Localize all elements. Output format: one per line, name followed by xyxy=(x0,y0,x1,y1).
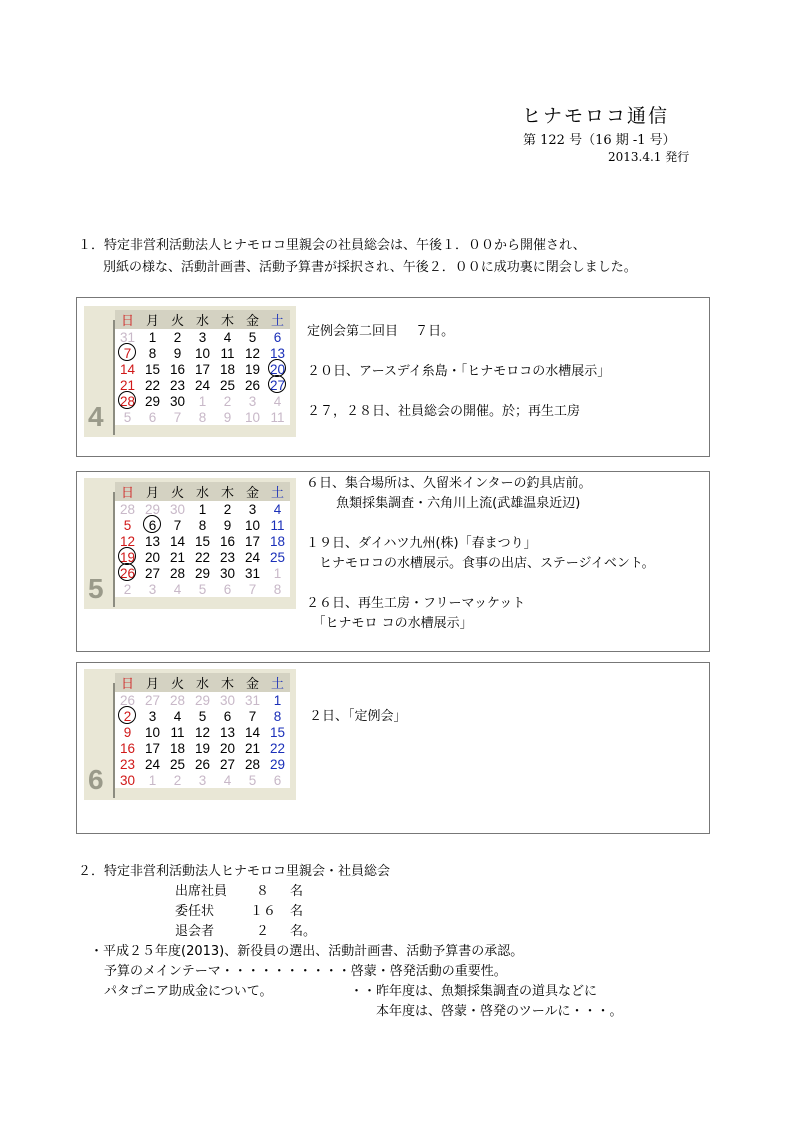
calendar-day: 10 xyxy=(240,409,265,425)
calendar-day: 21 xyxy=(165,549,190,565)
section-2-heading: ２．特定非営利活動法人ヒナモロコ里親会・社員総会 xyxy=(78,864,391,879)
calendar-day: 28 xyxy=(115,501,140,517)
calendar-day: 6 xyxy=(265,329,290,345)
event-note: ６日、集合場所は、久留米インターの釣具店前。 xyxy=(306,476,592,491)
calendar-day: 3 xyxy=(140,581,165,597)
weekday-header: 木 xyxy=(215,310,240,329)
weekday-header: 日 xyxy=(115,673,140,692)
issue-date: 2013.4.1 発行 xyxy=(608,150,690,164)
attendance-unit: 名 xyxy=(290,884,304,899)
calendar-day: 18 xyxy=(265,533,290,549)
calendar-day: 24 xyxy=(190,377,215,393)
calendar-day: 21 xyxy=(240,740,265,756)
event-note xyxy=(307,382,604,402)
calendar-day: 29 xyxy=(140,501,165,517)
calendar-day: 4 xyxy=(165,708,190,724)
calendar-day: 25 xyxy=(165,756,190,772)
circled-date-marker xyxy=(118,706,136,724)
event-note: ２７，２８日、社員総会の開催。於；再生工房 xyxy=(307,404,581,419)
event-note xyxy=(306,514,655,534)
calendar-day: 1 xyxy=(265,692,290,708)
weekday-header: 火 xyxy=(165,482,190,501)
april-calendar xyxy=(84,306,296,437)
calendar-day: 8 xyxy=(265,581,290,597)
calendar-day: 18 xyxy=(215,361,240,377)
event-note: ｢ヒナモロ コの水槽展示｣ xyxy=(306,616,467,631)
calendar-day: 2 xyxy=(215,501,240,517)
issue-number: 第 122 号（16 期 -1 号） xyxy=(523,133,676,148)
calendar-day: 4 xyxy=(215,329,240,345)
june-calendar xyxy=(84,669,296,800)
calendar-day: 31 xyxy=(240,565,265,581)
calendar-day: 5 xyxy=(190,708,215,724)
circled-date-marker xyxy=(268,375,286,393)
may-box xyxy=(76,471,710,652)
calendar-day: 9 xyxy=(215,517,240,533)
calendar-day: 20 xyxy=(215,740,240,756)
calendar-day: 28 xyxy=(115,393,140,409)
calendar-day: 2 xyxy=(165,772,190,788)
calendar-day: 2 xyxy=(215,393,240,409)
calendar-day: 11 xyxy=(265,517,290,533)
attendance-value: １６ xyxy=(250,904,277,919)
calendar-day: 29 xyxy=(265,756,290,772)
weekday-header: 土 xyxy=(265,482,290,501)
weekday-header: 月 xyxy=(140,310,165,329)
calendar-day: 3 xyxy=(190,329,215,345)
calendar-day: 27 xyxy=(140,565,165,581)
calendar-day: 6 xyxy=(140,517,165,533)
calendar-day: 26 xyxy=(115,692,140,708)
section-1-line-1: １．特定非営利活動法人ヒナモロコ里親会の社員総会は、午後１．００から開催され、 xyxy=(78,238,586,253)
calendar-day: 28 xyxy=(165,565,190,581)
event-note: ヒナモロコの水槽展示。食事の出店、ステージイベント。 xyxy=(306,556,655,571)
calendar-day: 4 xyxy=(265,393,290,409)
calendar-day: 8 xyxy=(140,345,165,361)
calendar-day: 17 xyxy=(240,533,265,549)
circled-date-marker xyxy=(118,563,136,581)
calendar-day: 13 xyxy=(215,724,240,740)
calendar-day: 10 xyxy=(190,345,215,361)
calendar-day: 4 xyxy=(265,501,290,517)
calendar-grid xyxy=(115,673,290,788)
calendar-day: 7 xyxy=(165,517,190,533)
calendar-day: 3 xyxy=(240,393,265,409)
calendar-day: 13 xyxy=(265,345,290,361)
section-2-line-2: 予算のメインテーマ・・・・・・・・・・啓蒙・啓発活動の重要性。 xyxy=(104,964,507,979)
weekday-header: 日 xyxy=(115,482,140,501)
this-year-note: 本年度は、啓蒙・啓発のツールに・・・。 xyxy=(376,1004,623,1019)
patagonia-grant: パタゴニア助成金について。 xyxy=(104,984,273,999)
calendar-day: 3 xyxy=(190,772,215,788)
calendar-day: 15 xyxy=(190,533,215,549)
calendar-day: 22 xyxy=(190,549,215,565)
weekday-header: 火 xyxy=(165,673,190,692)
calendar-day: 7 xyxy=(240,581,265,597)
calendar-grid xyxy=(115,482,290,597)
calendar-day: 7 xyxy=(240,708,265,724)
calendar-day: 28 xyxy=(165,692,190,708)
calendar-grid xyxy=(115,310,290,425)
attendance-value: ８ xyxy=(256,884,270,899)
event-note: ２６日、再生工房・フリーマッケット xyxy=(306,596,526,611)
section-2-line-1: ・平成２５年度(2013)、新役員の選出、活動計画書、活動予算書の承認。 xyxy=(90,944,524,959)
calendar-day: 19 xyxy=(190,740,215,756)
calendar-day: 12 xyxy=(240,345,265,361)
attendance-list xyxy=(78,882,622,942)
calendar-day: 26 xyxy=(240,377,265,393)
calendar-day: 8 xyxy=(190,517,215,533)
calendar-day: 18 xyxy=(165,740,190,756)
weekday-header: 土 xyxy=(265,673,290,692)
calendar-day: 5 xyxy=(190,581,215,597)
calendar-day: 19 xyxy=(115,549,140,565)
attendance-unit: 名 xyxy=(290,904,304,919)
section-2 xyxy=(78,862,622,1022)
calendar-day: 1 xyxy=(140,329,165,345)
weekday-header: 水 xyxy=(190,482,215,501)
attendance-label: 委任状 xyxy=(175,904,215,919)
calendar-day: 10 xyxy=(140,724,165,740)
calendar-day: 22 xyxy=(140,377,165,393)
calendar-day: 1 xyxy=(190,393,215,409)
calendar-day: 16 xyxy=(165,361,190,377)
calendar-day: 2 xyxy=(115,581,140,597)
calendar-day: 14 xyxy=(115,361,140,377)
calendar-day: 8 xyxy=(265,708,290,724)
calendar-day: 23 xyxy=(115,756,140,772)
calendar-day: 9 xyxy=(165,345,190,361)
weekday-header: 木 xyxy=(215,673,240,692)
calendar-day: 15 xyxy=(265,724,290,740)
may-notes xyxy=(306,474,655,634)
calendar-day: 16 xyxy=(215,533,240,549)
circled-date-marker xyxy=(118,391,136,409)
calendar-day: 25 xyxy=(215,377,240,393)
calendar-day: 26 xyxy=(190,756,215,772)
calendar-day: 25 xyxy=(265,549,290,565)
month-number: 5 xyxy=(88,573,104,604)
june-notes xyxy=(309,707,400,727)
calendar-day: 16 xyxy=(115,740,140,756)
calendar-day: 14 xyxy=(240,724,265,740)
calendar-day: 4 xyxy=(215,772,240,788)
newsletter-title: ヒナモロコ通信 xyxy=(522,105,670,127)
calendar-day: 10 xyxy=(240,517,265,533)
calendar-day: 1 xyxy=(265,565,290,581)
weekday-header: 水 xyxy=(190,310,215,329)
april-box xyxy=(76,297,710,457)
calendar-day: 8 xyxy=(190,409,215,425)
calendar-day: 5 xyxy=(115,517,140,533)
weekday-header: 木 xyxy=(215,482,240,501)
calendar-day: 17 xyxy=(190,361,215,377)
calendar-day: 26 xyxy=(115,565,140,581)
calendar-day: 23 xyxy=(215,549,240,565)
weekday-header: 火 xyxy=(165,310,190,329)
calendar-day: 6 xyxy=(140,409,165,425)
calendar-day: 6 xyxy=(265,772,290,788)
calendar-day: 11 xyxy=(215,345,240,361)
calendar-day: 3 xyxy=(240,501,265,517)
attendance-unit: 名。 xyxy=(290,924,317,939)
last-year-note: ・・昨年度は、魚類採集調査の道具などに xyxy=(350,984,598,999)
calendar-day: 11 xyxy=(165,724,190,740)
calendar-day: 29 xyxy=(190,565,215,581)
calendar-day: 6 xyxy=(215,581,240,597)
calendar-day: 27 xyxy=(215,756,240,772)
event-note: ２日、｢定例会｣ xyxy=(309,709,401,724)
weekday-header: 日 xyxy=(115,310,140,329)
weekday-header: 金 xyxy=(240,673,265,692)
calendar-day: 5 xyxy=(115,409,140,425)
calendar-day: 5 xyxy=(240,772,265,788)
calendar-day: 7 xyxy=(115,345,140,361)
calendar-day: 6 xyxy=(215,708,240,724)
may-calendar xyxy=(84,478,296,609)
calendar-day: 15 xyxy=(140,361,165,377)
section-1-line-2: 別紙の様な、活動計画書、活動予算書が採択され、午後２．００に成功裏に閉会しました。 xyxy=(103,260,637,275)
weekday-header: 金 xyxy=(240,482,265,501)
calendar-day: 30 xyxy=(115,772,140,788)
calendar-day: 12 xyxy=(190,724,215,740)
calendar-day: 5 xyxy=(240,329,265,345)
event-note: ２０日、アースデイ糸島・｢ヒナモロコの水槽展示｣ xyxy=(307,364,604,379)
calendar-day: 30 xyxy=(215,692,240,708)
weekday-header: 水 xyxy=(190,673,215,692)
calendar-day: 21 xyxy=(115,377,140,393)
calendar-day: 24 xyxy=(240,549,265,565)
weekday-header: 土 xyxy=(265,310,290,329)
event-note: １９日、ダイハツ九州(株)「春まつり」 xyxy=(306,536,537,551)
calendar-day: 4 xyxy=(165,581,190,597)
calendar-day: 3 xyxy=(140,708,165,724)
calendar-day: 30 xyxy=(165,501,190,517)
weekday-header: 月 xyxy=(140,673,165,692)
calendar-day: 22 xyxy=(265,740,290,756)
calendar-day: 29 xyxy=(140,393,165,409)
calendar-day: 31 xyxy=(240,692,265,708)
event-note: 魚類採集調査・六角川上流(武雄温泉近辺) xyxy=(306,496,581,511)
calendar-day: 14 xyxy=(165,533,190,549)
calendar-day: 30 xyxy=(215,565,240,581)
calendar-day: 23 xyxy=(165,377,190,393)
calendar-day: 7 xyxy=(165,409,190,425)
calendar-day: 13 xyxy=(140,533,165,549)
calendar-day: 2 xyxy=(115,708,140,724)
calendar-day: 11 xyxy=(265,409,290,425)
attendance-label: 退会者 xyxy=(175,924,215,939)
calendar-day: 1 xyxy=(190,501,215,517)
calendar-day: 31 xyxy=(115,329,140,345)
section-1 xyxy=(78,235,637,279)
calendar-day: 9 xyxy=(215,409,240,425)
circled-date-marker xyxy=(143,515,161,533)
weekday-header: 月 xyxy=(140,482,165,501)
calendar-day: 19 xyxy=(240,361,265,377)
calendar-day: 27 xyxy=(140,692,165,708)
event-note xyxy=(306,574,655,594)
calendar-day: 27 xyxy=(265,377,290,393)
calendar-day: 30 xyxy=(165,393,190,409)
month-number: 4 xyxy=(88,401,104,432)
calendar-day: 2 xyxy=(165,329,190,345)
circled-date-marker xyxy=(118,343,136,361)
calendar-day: 20 xyxy=(265,361,290,377)
calendar-day: 29 xyxy=(190,692,215,708)
june-box xyxy=(76,662,710,834)
event-note: 定例会第二回目 ７日。 xyxy=(307,324,455,339)
attendance-label: 出席社員 xyxy=(175,884,228,899)
calendar-day: 9 xyxy=(115,724,140,740)
calendar-day: 24 xyxy=(140,756,165,772)
section-2-line-3 xyxy=(78,982,622,1002)
event-note xyxy=(307,342,604,362)
calendar-day: 1 xyxy=(140,772,165,788)
attendance-value: ２ xyxy=(256,924,270,939)
calendar-day: 20 xyxy=(140,549,165,565)
calendar-day: 12 xyxy=(115,533,140,549)
weekday-header: 金 xyxy=(240,310,265,329)
month-number: 6 xyxy=(88,764,104,795)
calendar-day: 17 xyxy=(140,740,165,756)
april-notes xyxy=(307,322,604,422)
calendar-day: 28 xyxy=(240,756,265,772)
